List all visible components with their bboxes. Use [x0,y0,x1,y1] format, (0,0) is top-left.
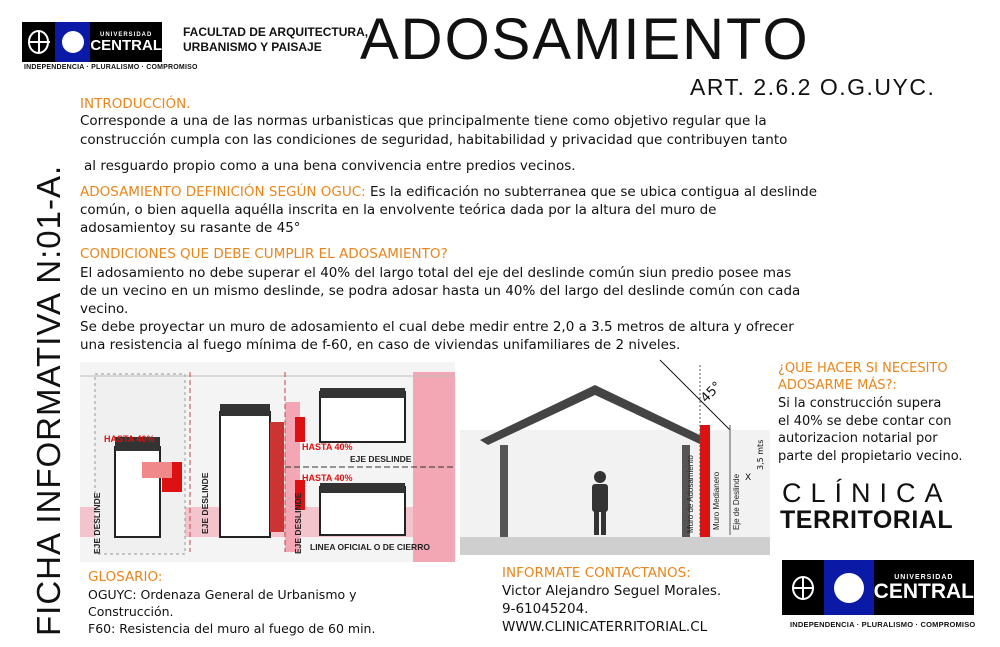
contact-name: Victor Alejandro Seguel Morales. [502,583,722,599]
angle-label: 45° [698,379,725,406]
glossary-heading: GLOSARIO: [88,569,163,585]
logo-circle-icon [824,560,874,615]
section-diagram-drawing [460,355,770,555]
linea-oficial-label: LINEA OFICIAL O DE CIERRO [310,542,430,552]
muro-adosamiento-label: Muro de Adosamiento [686,455,695,533]
faculty-line1: FACULTAD DE ARQUITECTURA, [183,25,369,39]
logo-name: CENTRAL [90,36,162,54]
adosamiento-plan-diagram [80,362,455,562]
intro-line2: construcción cumpla con las condiciones de seguridad, habitabilidad y privacidad que contribuyen tanto [80,132,788,148]
conditions-line2: de un vecino en un mismo deslinde, se podra adosar hasta un 40% del largo del deslinde común con cada [80,283,801,299]
adosamiento-section-diagram [460,355,770,555]
logo-tagline-bottom: INDEPENDENCIA · PLURALISMO · COMPROMISO [790,620,976,629]
conditions-line1: El adosamiento no debe superar el 40% del largo total del eje del deslinde común siun predio posee mas [80,265,792,281]
glossary-text [88,586,375,637]
brand-line1: CLÍNICA [782,478,952,508]
logo-name-bottom: CENTRAL [873,579,974,603]
glossary-line2: Construcción. [88,604,174,619]
height-label: 3,5 mts [756,439,765,470]
definition-line3: adosamientoy su rasante de 45° [80,220,301,236]
conditions-heading: CONDICIONES QUE DEBE CUMPLIR EL ADOSAMIENTO? [80,246,448,262]
faculty-line2: URBANISMO Y PAISAJE [183,40,322,54]
more-line3: autorizacion notarial por [778,431,938,446]
muro-medianero-label: Muro Medianero [712,471,721,530]
eje-label-3: EJE DESLINDE [293,492,303,554]
logo-university-bottom: UNIVERSIDAD [894,573,954,581]
more-line2: el 40% se debe contar con [778,413,952,429]
conditions-line3: vecino. [80,301,129,317]
faculty-name [183,25,368,55]
contact-phone: 9-61045204. [502,601,589,617]
more-text [778,395,963,465]
definition-line2: común, o bien aquella aquélla inscrita en la envolvente teórica dada por la altura del muro de [80,202,717,218]
definition-line1: Es la edificación no subterranea que se ubica contigua al deslinde [365,184,818,200]
eje-deslinde-label: Eje de Deslinde [732,473,741,530]
glossary-line3: F60: Resistencia del muro al fuego de 60 min. [88,621,376,636]
page-title: ADOSAMIENTO [360,7,810,72]
page-subtitle: ART. 2.6.2 O.G.UYC. [690,74,936,100]
hasta-label-3: HASTA 40% [302,473,353,483]
intro-heading: INTRODUCCIÓN. [80,96,191,112]
contact-heading: INFORMATE CONTACTANOS: [502,565,691,581]
more-heading-2: ADOSARME MÁS?: [778,378,897,393]
glossary-line1: OGUYC: Ordenaza General de Urbanismo y [88,587,357,602]
definition-block [80,183,998,201]
more-heading-1: ¿QUE HACER SI NECESITO [778,361,948,376]
eje-label-2: EJE DESLINDE [200,472,210,534]
x-label: X [745,473,752,483]
logo-tagline: INDEPENDENCIA · PLURALISMO · COMPROMISO [24,64,198,71]
contact-text [502,582,721,636]
logo-circle-icon [55,22,90,62]
logo-university: UNIVERSIDAD [99,31,153,38]
hasta-label-1: HASTA 40% [104,434,155,444]
university-logo [22,22,162,62]
brand-line2: TERRITORIAL [780,506,954,534]
globe-icon [28,30,49,54]
more-line1: Si la construcción supera [778,396,942,411]
definition-heading: ADOSAMIENTO DEFINICIÓN SEGÚN OGUC: [80,184,366,200]
more-line4: parte del propietario vecino. [778,448,963,464]
contact-web: WWW.CLINICATERRITORIAL.CL [502,619,708,635]
globe-icon [792,576,814,600]
eje-label-1: EJE DESLINDE [92,492,102,554]
university-logo-bottom [782,560,974,615]
conditions-line4: Se debe proyectar un muro de adosamiento el cual debe medir entre 2,0 a 3.5 metros de altura y ofrecer [80,319,794,335]
more-heading [778,360,948,394]
eje-label-top: EJE DESLINDE [350,454,412,464]
side-label: FICHA INFORMATIVA N:01-A. [30,164,67,636]
hasta-label-2: HASTA 40% [302,442,353,452]
conditions-line5: una resistencia al fuego mínima de f-60, en caso de viviendas unifamiliares de 2 niveles. [80,337,681,353]
intro-line3: al resguardo propio como a una bena convivencia entre predios vecinos. [84,158,576,174]
intro-line1: Corresponde a una de las normas urbanisticas que principalmente tiene como objetivo regular que la [80,113,767,129]
